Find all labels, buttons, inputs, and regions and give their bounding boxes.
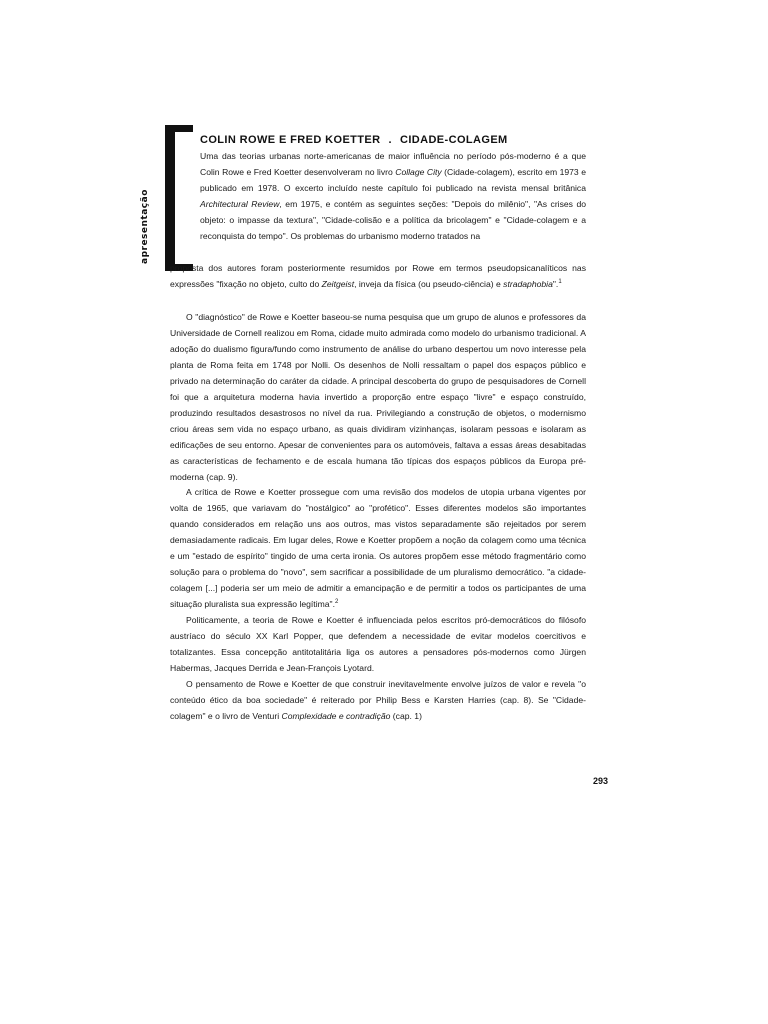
book-title-complexidade: Complexidade e contradição <box>281 710 391 721</box>
paragraph-diagnostico: O "diagnóstico" de Rowe e Koetter baseou-se numa pesquisa que um grupo de alunos e professores da Universidade de Cornell realizou em Roma, cidade muito admirada como modelo do urbanismo tradicional. A adoção do dualismo figura/fundo como instrumento de análise do urbano despertou um novo interesse pela planta de Roma feita em 1748 por Nolli. Os desenhos de Nolli ressaltam o papel dos espaços público e privado na determinação do caráter da cidade. A principal descoberta do grupo de pesquisadores de Cornell foi que a arquitetura moderna havia invertido a proporção entre espaço "livre" e espaço construído, produzindo resultados desastrosos no nível da rua. Privilegiando a construção de objetos, o modernismo criou áreas sem vida no espaço urbano, as quais dividiram vizinhanças, isolaram pessoas e isolaram as edificações de seu entorno. Apesar de convenientes para os automóveis, faltava a essas áreas desabitadas as características de fechamento e de escala humana tão típicas dos espaços públicos da Europa pré-moderna (cap. 9). <box>170 312 586 482</box>
footnote-ref-1: 1 <box>558 279 562 286</box>
footnote-ref-2: 2 <box>335 599 339 606</box>
heading-authors: COLIN ROWE E FRED KOETTER <box>200 134 381 146</box>
term-stradaphobia: stradaphobia <box>503 278 553 289</box>
book-title-collage-city: Collage City <box>395 166 442 177</box>
page-number: 293 <box>593 776 609 786</box>
heading-separator: . <box>388 134 392 146</box>
paragraph-pensamento: O pensamento de Rowe e Koetter de que construir inevitavelmente envolve juízos de valor e revela "o conteúdo ético da boa sociedade" é reiterado por Philip Bess e Karsten Harries (cap. 8). Se "Cidade-colagem" e o livro de Venturi Complexidade e contradição (cap. 1) <box>170 678 586 721</box>
magazine-title: Architectural Review <box>200 198 280 209</box>
term-zeitgeist: Zeitgeist <box>321 278 355 289</box>
heading-title: CIDADE-COLAGEM <box>399 134 508 146</box>
paragraph-politicamente: Politicamente, a teoria de Rowe e Koetter é influenciada pelos escritos pró-democráticos do filósofo austríaco do século XX Karl Popper, que defendem a necessidade de evitar modelos coercitivos e totalizantes. Essa concepção antitotalitária liga os autores a pensadores pós-modernos como Jürgen Habermas, Jacques Derrida e Jean-François Lyotard. <box>170 615 586 673</box>
paragraph-critica: A crítica de Rowe e Koetter prossegue com uma revisão dos modelos de utopia urbana vigentes por volta de 1965, que variavam do "nostálgico" ao "profético". Esses diferentes modelos são importantes quando considerados em relação uns aos outros, mas vistos separadamente são rejeitados por serem demasiadamente radicais. Em lugar deles, Rowe e Koetter propõem a noção da colagem como uma técnica e um "estado de espírito" tingido de uma certa ironia. Os autores propõem esse método fragmentário como solução para o problema do "novo", sem sacrificar a possibilidade de um pluralismo democrático. "a cidade-colagem [...] poderia ser um meio de admitir a emancipação e de permitir a todos os participantes de uma situação pluralista sua expressão legítima".$^2$ <box>170 487 586 610</box>
section-label: apresentação <box>140 189 150 264</box>
chapter-heading <box>200 134 508 146</box>
intro-paragraph-continued: proposta dos autores foram posteriormente resumidos por Rowe em termos pseudopsicanalíticos nas expressões "fixação no objeto, culto do Zeitgeist, inveja da física (ou pseudo-ciência) e stradaphobia".$^1$ <box>170 263 586 289</box>
bracket-mark <box>165 125 193 271</box>
intro-paragraph: Uma das teorias urbanas norte-americanas de maior influência no período pós-moderno é a que Colin Rowe e Fred Koetter desenvolveram no livro Collage City (Cidade-colagem), escrito em 1973 e publicado em 1978. O excerto incluído neste capítulo foi publicado na revista mensal britânica Architectural Review, em 1975, e contém as seguintes seções: "Depois do milênio", "As crises do objeto: o impasse da textura", "Cidade-colisão e a política da bricolagem" e "Cidade-colagem e a reconquista do tempo". Os problemas do urbanismo moderno tratados na <box>200 151 586 241</box>
body-text <box>170 310 586 725</box>
